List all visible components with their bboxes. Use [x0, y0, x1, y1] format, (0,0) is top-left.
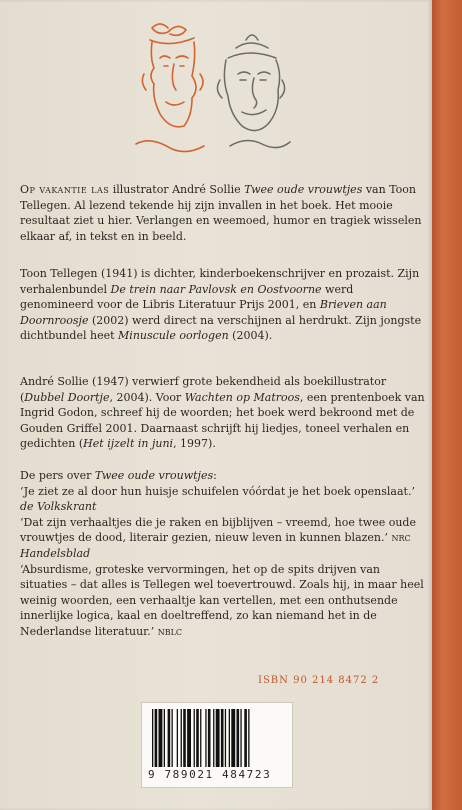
- press-quote-3: ‘Absurdisme, groteske vervormingen, het op de spits drijven van situaties – dat alles is Tellegen wel toevertrouwd. Zoals hij, in maar heel weinig woorden, een verhaaltje kan vertellen, met een onthutsende innerlijke logica, kaal en doeltreffend, zo kan niemand het in de Nederlandse literatuur.’ nblc: [20, 562, 424, 638]
- barcode-bar: [248, 709, 249, 767]
- quote-source: nblc: [154, 624, 183, 638]
- barcode: [141, 702, 293, 788]
- barcode-bar: [196, 709, 199, 767]
- barcode-bar: [240, 709, 241, 767]
- sketch-illustration: [130, 18, 300, 168]
- barcode-bar: [205, 709, 206, 767]
- barcode-bar: [244, 709, 247, 767]
- barcode-bar: [172, 709, 173, 767]
- press-quote-2: ‘Dat zijn verhaaltjes die je raken en bijblijven – vreemd, hoe twee oude vrouwtjes de dood, literair gezien, nieuw leven in kunnen blazen.’ nrc Handelsblad: [20, 515, 416, 560]
- press-section: [20, 468, 428, 640]
- barcode-bar: [200, 709, 201, 767]
- quote-source: Handelsblad: [20, 546, 91, 560]
- book-spine: [432, 0, 462, 810]
- barcode-bar: [177, 709, 178, 767]
- barcode-bar: [183, 709, 186, 767]
- barcode-bar: [168, 709, 171, 767]
- barcode-bar: [216, 709, 220, 767]
- intro-paragraph: Op vakantie las illustrator André Sollie Twee oude vrouwtjes van Toon Tellegen. Al lezend tekende hij zijn invallen in het boek. Het mooie resultaat ziet u hier. Verlangen en weemoed, humor en tragiek wisselen elkaar af, in tekst en in beeld.: [20, 183, 422, 243]
- isbn-label: ISBN 90 214 8472 2: [258, 675, 380, 686]
- barcode-bar: [187, 709, 191, 767]
- barcode-bar: [231, 709, 235, 767]
- book-title: Twee oude vrouwtjes: [244, 183, 363, 196]
- gray-face-sketch: [217, 35, 290, 148]
- barcode-bar: [152, 709, 153, 767]
- press-intro: De pers over Twee oude vrouwtjes:: [20, 469, 217, 482]
- barcode-bar: [164, 709, 165, 767]
- barcode-bar: [213, 709, 214, 767]
- barcode-bar: [155, 709, 158, 767]
- sollie-bio: André Sollie (1947) verwierf grote bekendheid als boekillustrator (Dubbel Doortje, 2004). Voor Wachten op Matroos, een prentenboek van Ingrid Godon, schreef hij de woorden; het boek werd bekroond met de Gouden Griffel 2001. Daarnaast schrijft hij liedjes, toneel verhalen en gedichten (Het ijzelt in juni, 1997).: [20, 375, 425, 451]
- quote-source: de Volkskrant: [20, 500, 97, 514]
- barcode-bar: [181, 709, 182, 767]
- barcode-bar: [159, 709, 163, 767]
- barcode-bar: [221, 709, 224, 767]
- intro-lead: Op vakantie las: [20, 183, 110, 196]
- barcode-number: 9 789021 484723: [148, 768, 272, 781]
- barcode-bar: [225, 709, 226, 767]
- orange-face-sketch: [136, 24, 204, 152]
- press-quote-1: ‘Je ziet ze al door hun huisje schuifelen vóórdat je het boek openslaat.’ de Volkskrant: [20, 484, 415, 514]
- barcode-bar: [194, 709, 195, 767]
- barcode-bar: [229, 709, 230, 767]
- barcode-bar: [208, 709, 211, 767]
- tellegen-bio: Toon Tellegen (1941) is dichter, kinderboekenschrijver en prozaist. Zijn verhalenbundel De trein naar Pavlovsk en Oostvoorne werd genomineerd voor de Libris Literatuur Prijs 2001, en Brieven aan Doornroosje (2002) werd direct na verschijnen al herdrukt. Zijn jongste dichtbundel heet Minuscule oorlogen (2004).: [20, 267, 422, 343]
- barcode-bars: [152, 709, 282, 767]
- barcode-bar: [237, 709, 240, 767]
